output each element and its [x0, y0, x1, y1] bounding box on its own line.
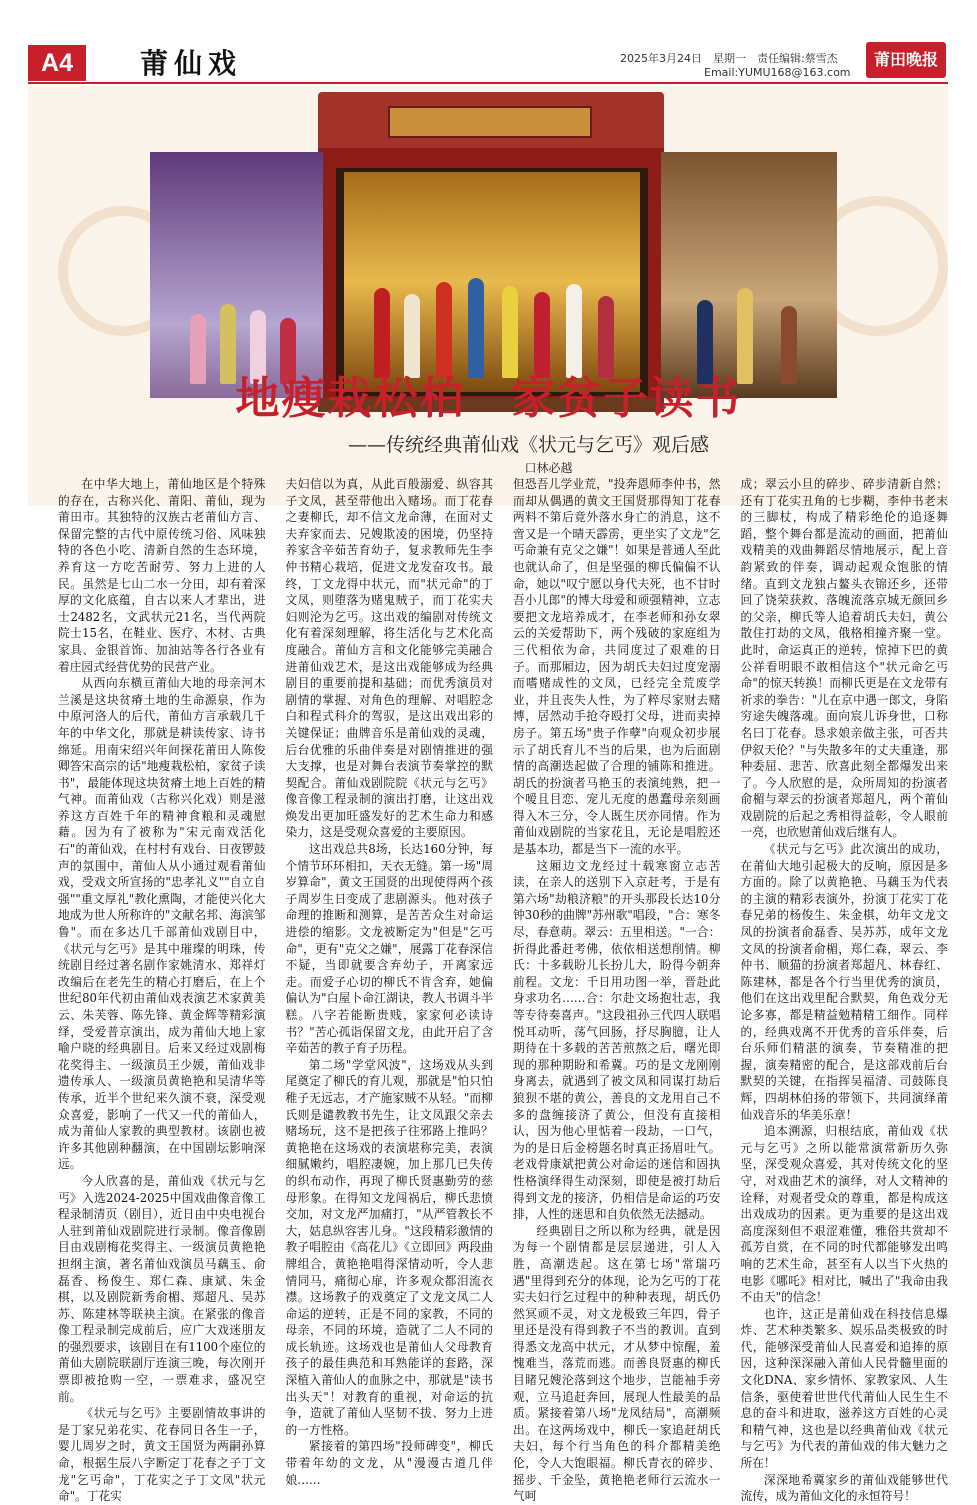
editor-email: Email:YUMU168@163.com [704, 66, 851, 79]
paragraph: 今人欣喜的是，莆仙戏《状元与乞丐》入选2024-2025中国戏曲像音像工程录制清页（剧目），近日由中央电视台人驻到莆仙戏剧院进行录制。像音像剧目由戏剧梅花奖得主、一级演员黄艳艳担纲主演，著名莆仙戏演员马藕玉、俞磊香、杨俊生、郑仁森、康斌、朱金棋，以及剧院新秀俞楣、郑超凡、吴苏苏、陈建林等联袂主演。在紧张的像音像工程录制完成前后，应广大戏迷朋友的强烈要求，该剧目在有1100个座位的莆仙大剧院联剧厅连演三晚，每次刚开票即被抢购一空，一票难求，盛况空前。 [58, 1173, 266, 1404]
article-title: 地瘦栽松柏 家贫子读书 [235, 373, 742, 424]
paragraph: 经典剧目之所以称为经典，就是因为每一个剧情都是层层递进，引人入胜，高潮迭起。这在第七场"常瑞巧遇"里得到充分的体现，论为乞丐的丁花实夫妇行乞过程中的种种表现，胡氏仍然冥顽不灵，对文龙极致三年四，骨子里还是没有得到教子不当的教训。直到得悉文龙高中状元，才从梦中惊醒，羞愧难当，落荒而逃。而善良贤惠的柳氏目睹兄嫂沦落到这个地步，岂能袖手旁观，立马追赶奔回，展现人性最美的品质。紧接着第八场"龙凤结局"，高潮频出。在这两场戏中，柳氏一家追赶胡氏夫妇，每个行当角色的科介都精美绝伦，令人大饱眼福。柳氏青衣的碎步、摇步、千金坠，黄艳艳老师行云流水一气呵 [513, 1223, 721, 1504]
article-author: 口林必越 [524, 461, 573, 475]
paragraph: 《状元与乞丐》主要剧情故事讲的是丁家兄弟花实、花春同日各生一子，婴儿周岁之时，黄文王国贤为两嗣孙算命，根据生辰八字断定丁花春之子丁文龙"乞丐命"，丁花实之子丁文凤"状元命"。丁花实 [58, 1406, 266, 1504]
body-column-2 [285, 476, 494, 1487]
paragraph: 深深地希冀家乡的莆仙戏能够世代流传，成为莆仙文化的永恒符号！ [740, 1472, 948, 1504]
header-rule [28, 82, 948, 84]
body-column-3 [513, 476, 721, 1504]
section-title: 莆仙戏 [140, 47, 243, 80]
paragraph: 在中华大地上，莆仙地区是个特殊的存在，古称兴化、莆阳、莆仙，现为莆田市。其独特的汉族古老莆仙方言、保留完整的古代中原传统习俗、风味独特的各色小吃、清新自然的生态环境，养育这一方吃苦耐劳、努力上进的人民。虽然是七山二水一分田，却有着深厚的文化底蕴，自古以来人才辈出，进士2482名，文武状元21名，当代两院院士15名，在鞋业、医疗、木材、古典家具、金银首饰、加油站等各行各业有着庄园式经营优势的民营产业。 [58, 477, 266, 674]
article-subtitle: ——传统经典莆仙戏《状元与乞丐》观后感 [347, 434, 709, 456]
paragraph: 这出戏总共8场，长达160分钟，每个情节环环相扣，天衣无缝。第一场"周岁算命"，黄文王国贤的出现使得两个孩子周岁生日变成了悲剧源头。他对孩子命理的推断和测算，是苦苦众生对命运进偿的缩影。文龙被断定为"但是"乞丐命"，更有"克父之嫌"，展露丁花春深信不疑，当即就要含弃幼子，开离家远走。而爱子心切的柳氏不肯含弃，她偏偏认为"白屋卜命江湖诀，教人书调斗半糕。八字若能断贵贱，家家何必读诗书？"苦心孤诣保留文龙，由此开启了含辛茹苦的教子育子历程。 [285, 842, 493, 1056]
paragraph: 《状元与乞丐》此次演出的成功，在莆仙大地引起极大的反响，原因是多方面的。除了以黄艳艳、马藕玉为代表的主演的精彩表演外，扮演丁花实丁花春兄弟的杨俊生、朱金棋，幼年文龙文凤的扮演者俞磊香、吴苏苏，成年文龙文凤的扮演者俞楣，郑仁森，翠云、李仲书、顺猫的扮演者郑超凡、林春红、陈建林，都是各个行当里优秀的演员，他们在这出戏里配合默契，角色戏分无论多寡，都是精益勉精精工细作。同样的，经典戏离不开优秀的音乐伴奏，后台乐师们精湛的演奏，节奏精准的把握，演奏精密的配合，是这部戏前后台默契的关键，在指挥吴福清、司鼓陈良辉，四胡林伯扬的带领下，共同演绎莆仙戏音乐的华美乐章！ [740, 842, 948, 1122]
paragraph: 紧接着的第四场"投师碑变"，柳氏带着年幼的文龙，从"漫漫古道几伴娘…… [285, 1439, 493, 1487]
paragraph: 第二场"学堂风波"，这场戏从头到尾奠定了柳氏的育儿观，那就是"怕只怕稚子无远志，才产施家贼不从轻。"而柳氏则是谴教教书先生，让文凤跟父亲去赌场玩，这不是把孩子往邪路上推吗？黄艳艳在这场戏的表演堪称完美，表演细腻嫩约，唱腔凄婉，加上那几已失传的织布动作，再现了柳氏贤惠勤劳的慈母形象。在得知文龙闯祸后，柳氏悲愤交加，对文龙严加痛打，"从严管教长不大，姑息纵容害儿身。"这段精彩激情的教子唱腔由《高花儿》《立即回》两段曲牌组合，黄艳艳唱得深情动听，令人悲情同马，痛彻心扉，许多观众都泪流衣襟。这场教子的戏奠定了文龙文凤二人命运的逆转，正是不同的家教，不同的母亲，不同的环境，造就了二人不同的成长轨迹。这场戏也是莆仙人父母教育孩子的最佳典范和耳熟能详的套路，深深植入莆仙人的血脉之中，那就是"读书出头天"！对教育的重视，对命运的抗争，造就了莆仙人坚韧不拔、努力上进的一方性格。 [285, 1057, 493, 1437]
page-header [0, 0, 977, 82]
paragraph: 追本溯源，归根结底，莆仙戏《状元与乞丐》之所以能常演常新历久弥坚，深受观众喜爱，其对传统文化的坚守，对戏曲艺术的演绎，对人文精神的诠释，对观者受众的尊重，都是构成这出戏成功的因素。更为重要的是这出戏高度深刻但不艰涩难懂，雅俗共赏却不孤芳自赏，在不同的时代都能够发出鸣响的艺术生命，甚至有人以当下火热的电影《哪吒》相对比，喊出了"我命由我不由天"的信念！ [740, 1124, 948, 1305]
paragraph: 夫妇信以为真，从此百般溺爱、纵容其子文凤，甚至带他出入赌场。而丁花春之妻柳氏，却不信文龙命薄，在面对丈夫弃家而去、兄嫂欺凌的困境，仍坚持养家含辛茹苦育幼子，复求教师先生李仲书精心栽培，促进文龙发奋攻书。最终，丁文龙得中状元，而"状元命"的丁文凤，则堕落为赌鬼贼子，而丁花实夫妇则沦为乞丐。这出戏的编剧对传统文化有着深刻理解，将生活化与艺术化高度融合。莆仙方言和文化能够完美融合进莆仙戏艺术，是这出戏能够成为经典剧目的重要前提和基础；而优秀演员对剧情的掌握、对角色的理解、对唱腔念白和程式科介的驾驭，是这出戏出彩的关键保证；曲牌音乐是莆仙戏的灵魂，后台优雅的乐曲伴奏是对剧情推进的强大支撑，也是对舞台表演节奏掌控的默契配合。莆仙戏剧院院《状元与乞丐》像音像工程录制的演出打磨，让这出戏焕发出更加旺盛发好的艺术生命力和感染力，这是受观众喜爱的主要原因。 [285, 477, 493, 840]
date-editor-line: 2025年3月24日 星期一 责任编辑:蔡雪杰 [620, 52, 838, 65]
newspaper-logo: 莆田晚报 [866, 42, 946, 78]
paragraph: 也许，这正是莆仙戏在科技信息爆炸、艺术种类繁多、娱乐品类极致的时代，能够深受莆仙人民喜爱和追捧的原因，这种深深融入莆仙人民骨髓里面的文化DNA、家乡情怀、家教家风、人生信条，驱使着世世代代莆仙人民生生不息的奋斗和进取，滋养这方百姓的心灵和精气神，这也是以经典莆仙戏《状元与乞丐》为代表的莆仙戏的伟大魅力之所在！ [740, 1306, 948, 1471]
paragraph: 成；翠云小旦的碎步、碎步清新自然；还有丁花实丑角的七步糊，李仲书老末的三脚杖，构成了精彩绝伦的追逐舞蹈，整个舞台都是流动的画面，把莆仙戏精美的戏曲舞蹈尽情地展示，配上音韵紧致的伴奏，调动起观众饱胀的情绪。直到文龙独占鳌头衣锦还乡，还带回了饶荣获救、落魄流落京城无颜回乡的父亲，柳氏等人追着胡氏夫妇，黄公散住打劫的文凤，俄格相撞齐聚一堂。此时，命运真正的逆转，惊掉下巴的黄公祥看明眼不敢相信这个"状元命乞丐命"的惊天转换！而柳氏更是在文龙带有祈求的拳告："儿在京中遇一郎文，身陷穷途失魄落魂。面向宸儿诉身世，口称名曰丁花春。恳求娘亲做主张，可否共伊叙天伦？"与失散多年的丈夫重逢，那种委屈、悲苦、欣喜此刻全都爆发出来了。今人欣慰的是，众所周知的扮演者俞楣与翠云的扮演者郑超凡，两个莆仙戏剧院的后起之秀相得益彰，令人眼前一亮，也欣慰莆仙戏后继有人。 [740, 477, 948, 840]
opera-photo-center [344, 172, 640, 392]
article-body [58, 476, 948, 1504]
article-title-block [0, 362, 977, 476]
body-column-4 [740, 476, 949, 1504]
body-column-1 [58, 476, 266, 1504]
paragraph: 从西向东横亘莆仙大地的母亲河木兰溪是这块贫瘠土地的生命源泉，作为中原河洛人的后代，莆仙方言承载几千年的中华文化，那就是耕读传家、诗书绵延。用南宋绍兴年间探花莆田人陈俊卿答宋高宗的话"地瘦栽松柏，家贫子读书"，最能体现这块贫瘠土地上百姓的精气神。而莆仙戏（古称兴化戏）则是滋养这方百姓千年的精神食粮和灵魂慰藉。因为有了被称为"宋元南戏活化石"的莆仙戏，在村村有戏台、日夜锣鼓声的氛围中，莆仙人从小通过观看莆仙戏，受戏文所宣扬的"忠孝礼义""自立自强""重文厚礼"教化熏陶，才能使兴化大地成为世人所称许的"文献名邦、海滨邹鲁"。而在多达几千部莆仙戏剧目中，《状元与乞丐》是其中璀璨的明珠，传统剧目经过著名剧作家姚清水、郑祥灯改编后在老先生的精心打磨后，在上个世纪80年代初由莆仙戏表演艺术家黄美云、朱芙蓉、陈先锋、黄金辉等精彩演绎，受爱普京演出，成为莆仙大地上家喻户晓的经典剧目。后来又经过戏剧梅花奖得主、一级演员王少媛，莆仙戏非遗传承人、一级演员黄艳艳和吴清华等传承，近半个世纪来久演不衰，深受观众喜爱，影响了一代又一代的莆仙人，成为莆仙人家教的典型教材。该剧也被许多其他剧种翻演，在中国剧坛影响深远。 [58, 676, 266, 1172]
stage-roof-sign [388, 106, 592, 138]
paragraph: 这厢边文龙经过十载寒窗立志苦读，在亲人的送别下入京赶考，于是有第六场"劫粮济粮"的开头那段长达10分钟30秒的曲牌"苏州歌"唱段，"合：寒冬尽，春意萌。翠云：五里相送。"一合：折得此番赶考佛，依依相送想削情。柳氏：十多载盼儿长扮儿大，盼得今朝奔前程。文龙：千日用功图一举，晋赴此身求功名……合：尔赴文场抱壮志，我等专待奏喜声。"这段祖孙三代四人联唱悦耳动听，荡气回肠，抒尽胸臆，让人期待在十多载的苦苦煎熬之后，曙光即现的那种期盼和希冀。巧的是文龙刚刚身离去，就遇到了被文凤和同谋打劫后狼狈不堪的黄公，善良的文龙用自己不多的盘缠接济了黄公，但没有直接相认，因为他心里惦着一段劫，一口气，为的是日后金榜题名时真正扬眉吐气。老戏骨康斌把黄公对命运的迷信和固执性格演绎得生动深刻，即使是被打劫后得到文龙的接济，仍相信是命运的巧安排，人性的迷思和自负依然无法撼动。 [513, 858, 721, 1222]
paragraph: 但恐吾儿学业荒，"投奔恩师李仲书，然而却从偶遇的黄文王国贤那得知丁花春两料不第后竟外落水身亡的消息，这不啻又是一个晴天霹雳，更坐实了文龙"乞丐命兼有克父之嫌"！如果是普通人至此也就认命了，但是坚强的柳氏偏偏不认命，她以"叹宁愿以身代夫死，也不甘时吾小儿郎"的博大母爱和顽强精神，立志要把文龙培养成才，在李老师和孙女翠云的关爱帮助下，两个残破的家庭组为三代相依为命，共同度过了艰难的日子。而那厢边，因为胡氏夫妇过度宠溺而嗜赌成性的文凤，已经完全荒废学业，并且丧失人性，为了粹尽家财去赌博，居然动手抢夺殴打父母，进而卖掉房子。第五场"贵子作孽"向观众初步展示了胡氏育儿不当的后果，也为后面剧情的高潮迭起做了合理的铺陈和推进。胡氏的扮演者马艳玉的表演纯熟，把一个嗳且目恋、宠儿无度的愚蠢母亲刻画得入木三分，令人既生厌亦同情。作为莆仙戏剧院的当家花且，无论是唱腔还是基本功，都是当下一流的水平。 [513, 477, 721, 857]
page-number-tag: A4 [28, 45, 86, 81]
